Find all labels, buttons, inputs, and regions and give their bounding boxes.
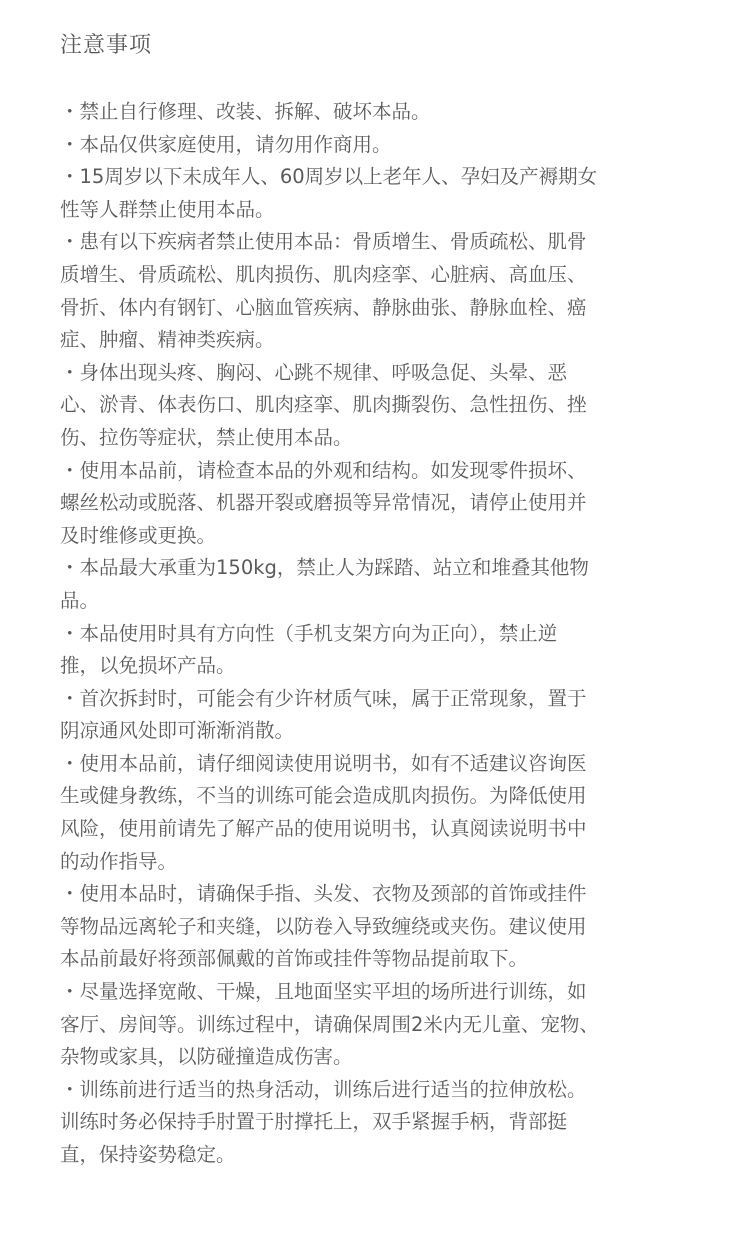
notice-line: ・使用本品前，请仔细阅读使用说明书，如有不适建议咨询医 <box>60 751 587 775</box>
notice-item <box>60 748 690 878</box>
notice-item <box>60 129 690 162</box>
notice-line: ・本品最大承重为150kg，禁止人为踩踏、站立和堆叠其他物 <box>60 556 589 580</box>
notice-line: ・15周岁以下未成年人、60周岁以上老年人、孕妇及产褥期女 <box>60 165 598 189</box>
notice-list <box>60 96 690 1172</box>
notice-line: 杂物或家具，以防碰撞造成伤害。 <box>60 1045 353 1069</box>
notice-line: 客厅、房间等。训练过程中，请确保周围2米内无儿童、宠物、 <box>60 1012 599 1036</box>
notice-line: ・训练前进行适当的热身活动，训练后进行适当的拉伸放松。 <box>60 1077 587 1101</box>
notice-line: 及时维修或更换。 <box>60 523 217 547</box>
notice-item <box>60 96 690 129</box>
notice-line: 训练时务必保持手肘置于肘撑托上，双手紧握手柄，背部挺 <box>60 1110 568 1134</box>
notice-line: 推，以免损坏产品。 <box>60 654 236 678</box>
notice-item <box>60 552 690 617</box>
page-title: 注意事项 <box>60 33 153 58</box>
notice-line: 症、肿瘤、精神类疾病。 <box>60 328 275 352</box>
notice-item <box>60 1074 690 1172</box>
notice-line: 阴凉通风处即可渐渐消散。 <box>60 719 295 743</box>
notice-item <box>60 878 690 976</box>
notice-line: 骨折、体内有钢钉、心脑血管疾病、静脉曲张、静脉血栓、癌 <box>60 295 587 319</box>
notice-line: ・本品使用时具有方向性（手机支架方向为正向），禁止逆 <box>60 621 558 645</box>
notice-line: 伤、拉伤等症状，禁止使用本品。 <box>60 425 353 449</box>
notice-line: 质增生、骨质疏松、肌肉损伤、肌肉痉挛、心脏病、高血压、 <box>60 262 587 286</box>
notice-line: ・禁止自行修理、改装、拆解、破坏本品。 <box>60 100 431 123</box>
notice-line: ・身体出现头疼、胸闷、心跳不规律、呼吸急促、头晕、恶 <box>60 360 568 384</box>
notice-item <box>60 226 690 356</box>
notice-line: ・首次拆封时，可能会有少许材质气味，属于正常现象，置于 <box>60 686 587 710</box>
notice-item <box>60 161 690 226</box>
notice-item <box>60 455 690 553</box>
notice-item <box>60 357 690 455</box>
notice-line: ・使用本品时，请确保手指、头发、衣物及颈部的首饰或挂件 <box>60 882 587 906</box>
notice-line: ・使用本品前，请检查本品的外观和结构。如发现零件损坏、 <box>60 458 587 482</box>
notice-line: 生或健身教练，不当的训练可能会造成肌肉损伤。为降低使用 <box>60 784 587 808</box>
notice-line: ・患有以下疾病者禁止使用本品：骨质增生、骨质疏松、肌骨 <box>60 230 587 254</box>
notice-item <box>60 976 690 1074</box>
notice-line: 直，保持姿势稳定。 <box>60 1143 236 1166</box>
notice-line: 心、淤青、体表伤口、肌肉痉挛、肌肉撕裂伤、急性扭伤、挫 <box>60 393 587 417</box>
notice-item <box>60 683 690 748</box>
notice-line: 螺丝松动或脱落、机器开裂或磨损等异常情况，请停止使用并 <box>60 491 587 515</box>
notice-line: 风险，使用前请先了解产品的使用说明书，认真阅读说明书中 <box>60 817 587 841</box>
notice-line: 本品前最好将颈部佩戴的首饰或挂件等物品提前取下。 <box>60 947 529 971</box>
notice-line: 性等人群禁止使用本品。 <box>60 197 275 221</box>
notice-line: 的动作指导。 <box>60 849 178 873</box>
notice-line: 等物品远离轮子和夹缝，以防卷入导致缠绕或夹伤。建议使用 <box>60 914 587 938</box>
notice-line: ・尽量选择宽敞、干燥，且地面坚实平坦的场所进行训练，如 <box>60 980 587 1004</box>
notice-line: 品。 <box>60 588 100 612</box>
notice-line: ・本品仅供家庭使用，请勿用作商用。 <box>60 132 392 156</box>
notice-item <box>60 618 690 683</box>
